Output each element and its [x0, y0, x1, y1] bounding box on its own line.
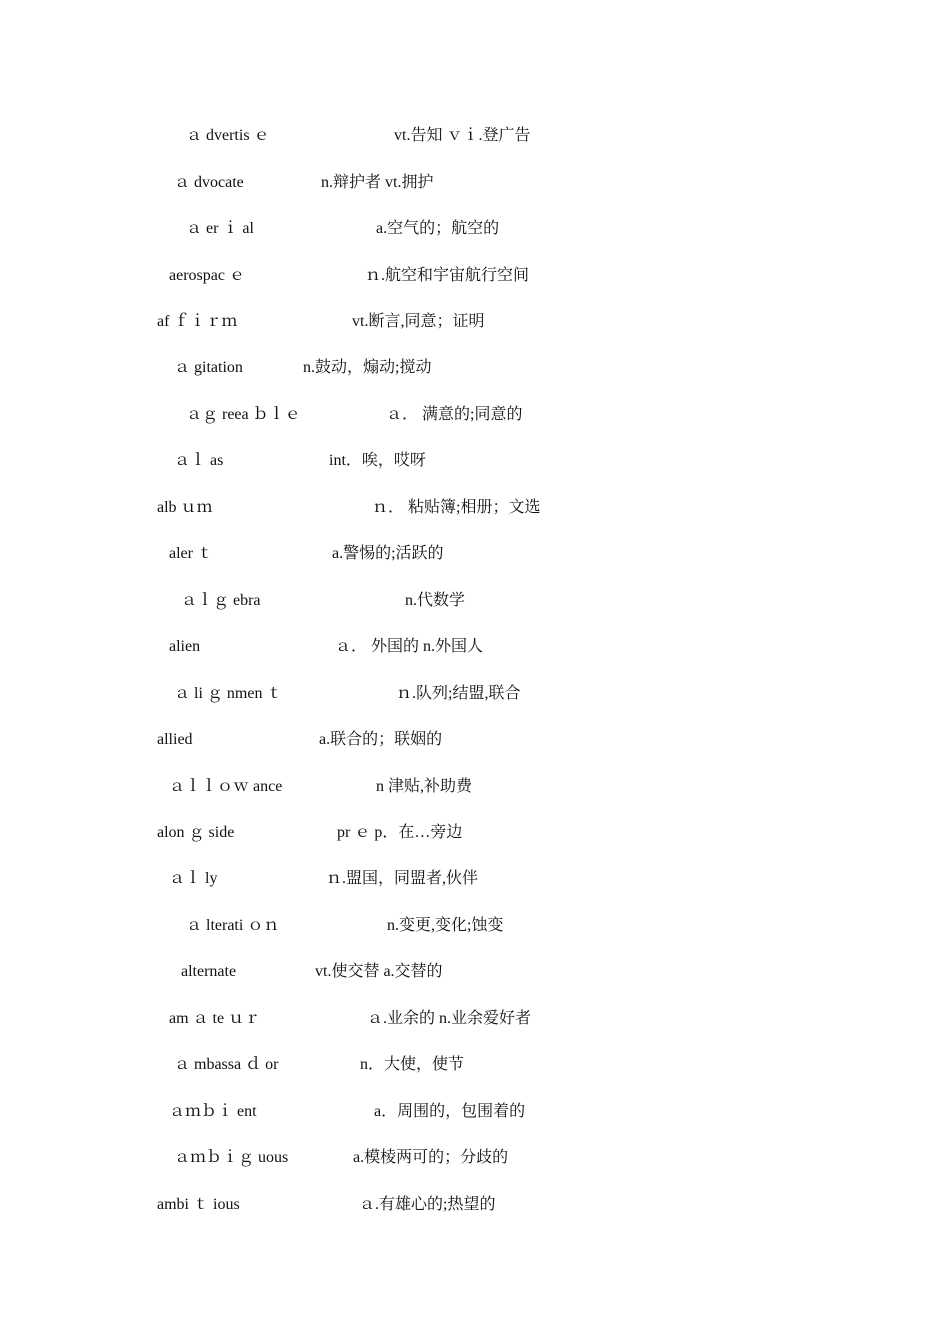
vocab-definition: ａ． 满意的;同意的 [386, 406, 523, 423]
vocab-definition: n.变更,变化;蚀变 [387, 917, 504, 934]
vocab-entry [0, 544, 950, 574]
vocab-word: ａｌ ly [169, 870, 218, 887]
vocab-entry [0, 869, 950, 899]
vocab-entry [0, 173, 950, 203]
vocab-definition: n.代数学 [405, 592, 466, 609]
vocab-word: ａｍｂｉｇ uous [174, 1149, 289, 1166]
vocab-word: ａ lterati ｏｎ [186, 917, 280, 934]
vocab-word: ａｍｂｉ ent [169, 1103, 257, 1120]
vocab-word: ａ dvertis ｅ [186, 127, 270, 144]
vocab-definition: vt.使交替 a.交替的 [315, 963, 443, 980]
vocab-definition: vt.断言,同意；证明 [352, 313, 485, 330]
vocab-definition: a．周围的，包围着的 [374, 1103, 526, 1120]
vocab-definition: ａ.业余的 n.业余爱好者 [367, 1010, 532, 1027]
vocab-entry [0, 777, 950, 807]
vocab-entry [0, 1009, 950, 1039]
vocab-entry [0, 684, 950, 714]
vocab-word: ａｌ as [174, 452, 224, 469]
vocab-entry [0, 916, 950, 946]
vocab-definition: n.辩护者 vt.拥护 [321, 174, 434, 191]
vocab-word: am ａ te ｕｒ [169, 1010, 261, 1027]
vocab-definition: a.警惕的;活跃的 [332, 545, 444, 562]
vocab-definition: ａ.有雄心的;热望的 [359, 1196, 496, 1213]
vocab-entry [0, 962, 950, 992]
vocab-word: alb ｕｍ [157, 499, 213, 516]
vocab-word: aler ｔ [169, 545, 213, 562]
vocab-definition: ａ． 外国的 n.外国人 [335, 638, 484, 655]
vocab-definition: pr ｅ p．在…旁边 [337, 824, 463, 841]
vocab-definition: a.联合的；联姻的 [319, 731, 443, 748]
vocab-word: ambi ｔ ious [157, 1196, 240, 1213]
vocab-definition: ｎ． 粘贴簿;相册；文选 [372, 499, 541, 516]
vocab-word: ａ dvocate [174, 174, 244, 191]
vocab-entry [0, 126, 950, 156]
vocab-entry [0, 1055, 950, 1085]
vocab-definition: n．大使，使节 [360, 1056, 465, 1073]
vocab-word: alien [169, 638, 201, 655]
vocab-word: alternate [181, 963, 237, 980]
vocab-word: ａ li ｇ nmen ｔ [174, 685, 283, 702]
vocab-word: aerospac ｅ [169, 267, 245, 284]
vocab-entry [0, 498, 950, 528]
vocab-word: ａ er ｉ al [186, 220, 254, 237]
vocab-entry [0, 637, 950, 667]
vocab-definition: a.模棱两可的；分歧的 [353, 1149, 509, 1166]
vocab-definition: ｎ.航空和宇宙航行空间 [365, 267, 530, 284]
vocab-word: allied [157, 731, 193, 748]
vocab-word: af ｆｉｒｍ [157, 313, 238, 330]
vocab-entry [0, 405, 950, 435]
vocab-definition: ｎ.队列;结盟,联合 [396, 685, 521, 702]
vocab-entry [0, 823, 950, 853]
vocab-entry [0, 1195, 950, 1225]
vocab-word: ａｇ reea ｂｌｅ [186, 406, 301, 423]
vocab-definition: vt.告知 ｖｉ.登广告 [394, 127, 531, 144]
vocab-entry [0, 591, 950, 621]
vocab-entry [0, 358, 950, 388]
vocab-word: ａ mbassa ｄ or [174, 1056, 279, 1073]
vocab-definition: n.鼓动，煽动;搅动 [303, 359, 432, 376]
vocab-definition: a.空气的；航空的 [376, 220, 500, 237]
vocab-entry [0, 266, 950, 296]
vocab-entry [0, 451, 950, 481]
vocab-entry [0, 730, 950, 760]
vocab-word: ａ gitation [174, 359, 243, 376]
vocab-entry [0, 1102, 950, 1132]
vocab-entry [0, 312, 950, 342]
vocab-definition: int．唉，哎呀 [329, 452, 426, 469]
vocab-word: alon ｇ side [157, 824, 235, 841]
vocab-word: ａｌｇ ebra [181, 592, 261, 609]
vocab-entry [0, 1148, 950, 1178]
vocab-word: ａｌｌｏｗ ance [169, 778, 283, 795]
vocab-entry [0, 219, 950, 249]
vocab-definition: ｎ.盟国，同盟者,伙伴 [326, 870, 479, 887]
vocab-definition: n 津贴,补助费 [376, 778, 473, 795]
